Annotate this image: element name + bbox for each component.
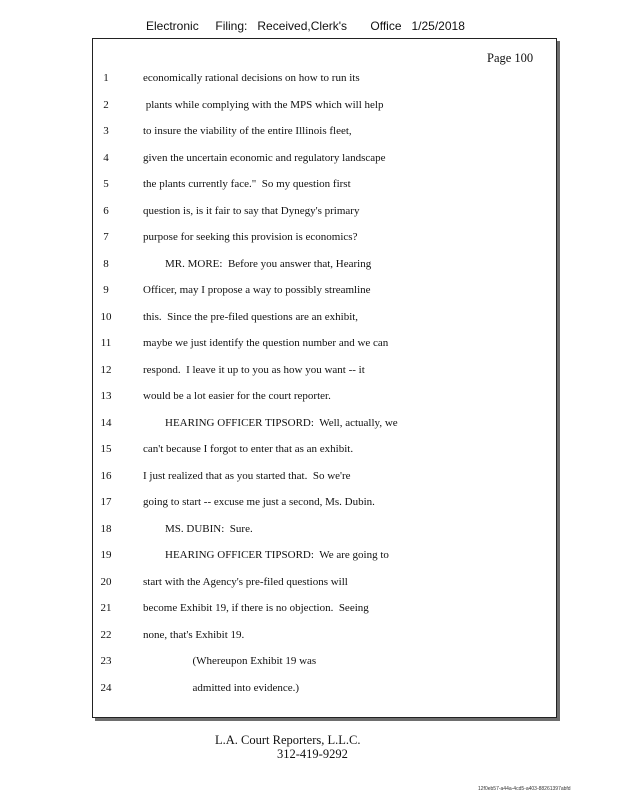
line-text: economically rational decisions on how to run its xyxy=(143,72,360,84)
line-number: 8 xyxy=(103,257,109,270)
line-number: 3 xyxy=(103,125,109,137)
line-text: can't because I forgot to enter that as an exhibit. xyxy=(143,443,354,455)
line-text: (Whereupon Exhibit 19 was xyxy=(143,655,317,667)
transcript-line xyxy=(0,333,618,353)
line-number: 2 xyxy=(103,98,109,111)
transcript-line xyxy=(0,201,618,221)
line-number: 1 xyxy=(103,72,109,84)
transcript-line xyxy=(0,598,618,618)
line-text: given the uncertain economic and regulatory landscape xyxy=(143,151,386,164)
transcript-line xyxy=(0,254,618,274)
line-number: 6 xyxy=(103,204,109,217)
line-number: 13 xyxy=(100,390,112,402)
line-text: question is, is it fair to say that Dynegy's primary xyxy=(143,204,360,217)
line-text: maybe we just identify the question number and we can xyxy=(143,337,389,349)
transcript-line xyxy=(0,545,618,565)
transcript-line xyxy=(0,360,618,380)
transcript-line xyxy=(0,413,618,433)
line-number: 11 xyxy=(100,337,112,349)
line-text: I just realized that as you started that. So we're xyxy=(143,469,351,482)
transcript-line xyxy=(0,307,618,327)
transcript-line xyxy=(0,651,618,671)
line-text: none, that's Exhibit 19. xyxy=(143,628,245,641)
reporter-phone: 312-419-9292 xyxy=(277,747,348,761)
line-number: 18 xyxy=(100,522,112,535)
line-number: 23 xyxy=(100,655,112,667)
reporter-company: L.A. Court Reporters, L.L.C. xyxy=(215,733,361,747)
transcript-line xyxy=(0,439,618,459)
line-number: 24 xyxy=(100,681,112,694)
line-number: 4 xyxy=(103,151,109,164)
line-text: start with the Agency's pre-filed questions will xyxy=(143,575,348,588)
line-text: respond. I leave it up to you as how you want -- it xyxy=(143,363,365,376)
line-number: 21 xyxy=(100,602,112,614)
line-text: to insure the viability of the entire Illinois fleet, xyxy=(143,125,352,137)
line-number: 10 xyxy=(100,310,112,323)
line-text: going to start -- excuse me just a second, Ms. Dubin. xyxy=(143,496,375,508)
line-number: 12 xyxy=(100,363,112,376)
line-text: HEARING OFFICER TIPSORD: Well, actually, we xyxy=(143,416,398,429)
transcript-line xyxy=(0,519,618,539)
transcript-line xyxy=(0,121,618,141)
line-text: MR. MORE: Before you answer that, Hearing xyxy=(143,257,372,270)
transcript-line xyxy=(0,280,618,300)
transcript-line xyxy=(0,227,618,247)
line-text: MS. DUBIN: Sure. xyxy=(143,522,253,535)
line-number: 17 xyxy=(100,496,112,508)
transcript-line xyxy=(0,625,618,645)
line-number: 5 xyxy=(103,178,109,190)
line-text: would be a lot easier for the court reporter. xyxy=(143,390,331,402)
transcript-line xyxy=(0,174,618,194)
line-number: 19 xyxy=(100,549,112,561)
line-number: 15 xyxy=(100,443,112,455)
transcript-line xyxy=(0,572,618,592)
line-text: plants while complying with the MPS which will help xyxy=(143,98,384,111)
line-text: purpose for seeking this provision is economics? xyxy=(143,231,358,243)
line-number: 9 xyxy=(103,284,109,296)
line-number: 20 xyxy=(100,575,112,588)
line-text: the plants currently face." So my question first xyxy=(143,178,351,190)
line-number: 7 xyxy=(103,231,109,243)
line-number: 22 xyxy=(100,628,112,641)
line-text: this. Since the pre-filed questions are an exhibit, xyxy=(143,310,359,323)
transcript-line xyxy=(0,678,618,698)
transcript-line xyxy=(0,466,618,486)
transcript-line xyxy=(0,386,618,406)
transcript-line xyxy=(0,148,618,168)
line-text: HEARING OFFICER TIPSORD: We are going to xyxy=(143,549,389,561)
transcript-line xyxy=(0,95,618,115)
filing-stamp: Electronic Filing: Received,Clerk's Office 1/25/2018 xyxy=(146,19,465,33)
document-id: 12f0eb57-a44a-4cd5-a403-88261397abfd xyxy=(478,786,571,792)
line-text: admitted into evidence.) xyxy=(143,681,300,694)
line-text: become Exhibit 19, if there is no objection. Seeing xyxy=(143,602,369,614)
line-text: Officer, may I propose a way to possibly streamline xyxy=(143,284,371,296)
transcript-line xyxy=(0,492,618,512)
transcript-line xyxy=(0,68,618,88)
line-number: 14 xyxy=(100,416,112,429)
line-number: 16 xyxy=(100,469,112,482)
page-number: Page 100 xyxy=(487,51,534,65)
